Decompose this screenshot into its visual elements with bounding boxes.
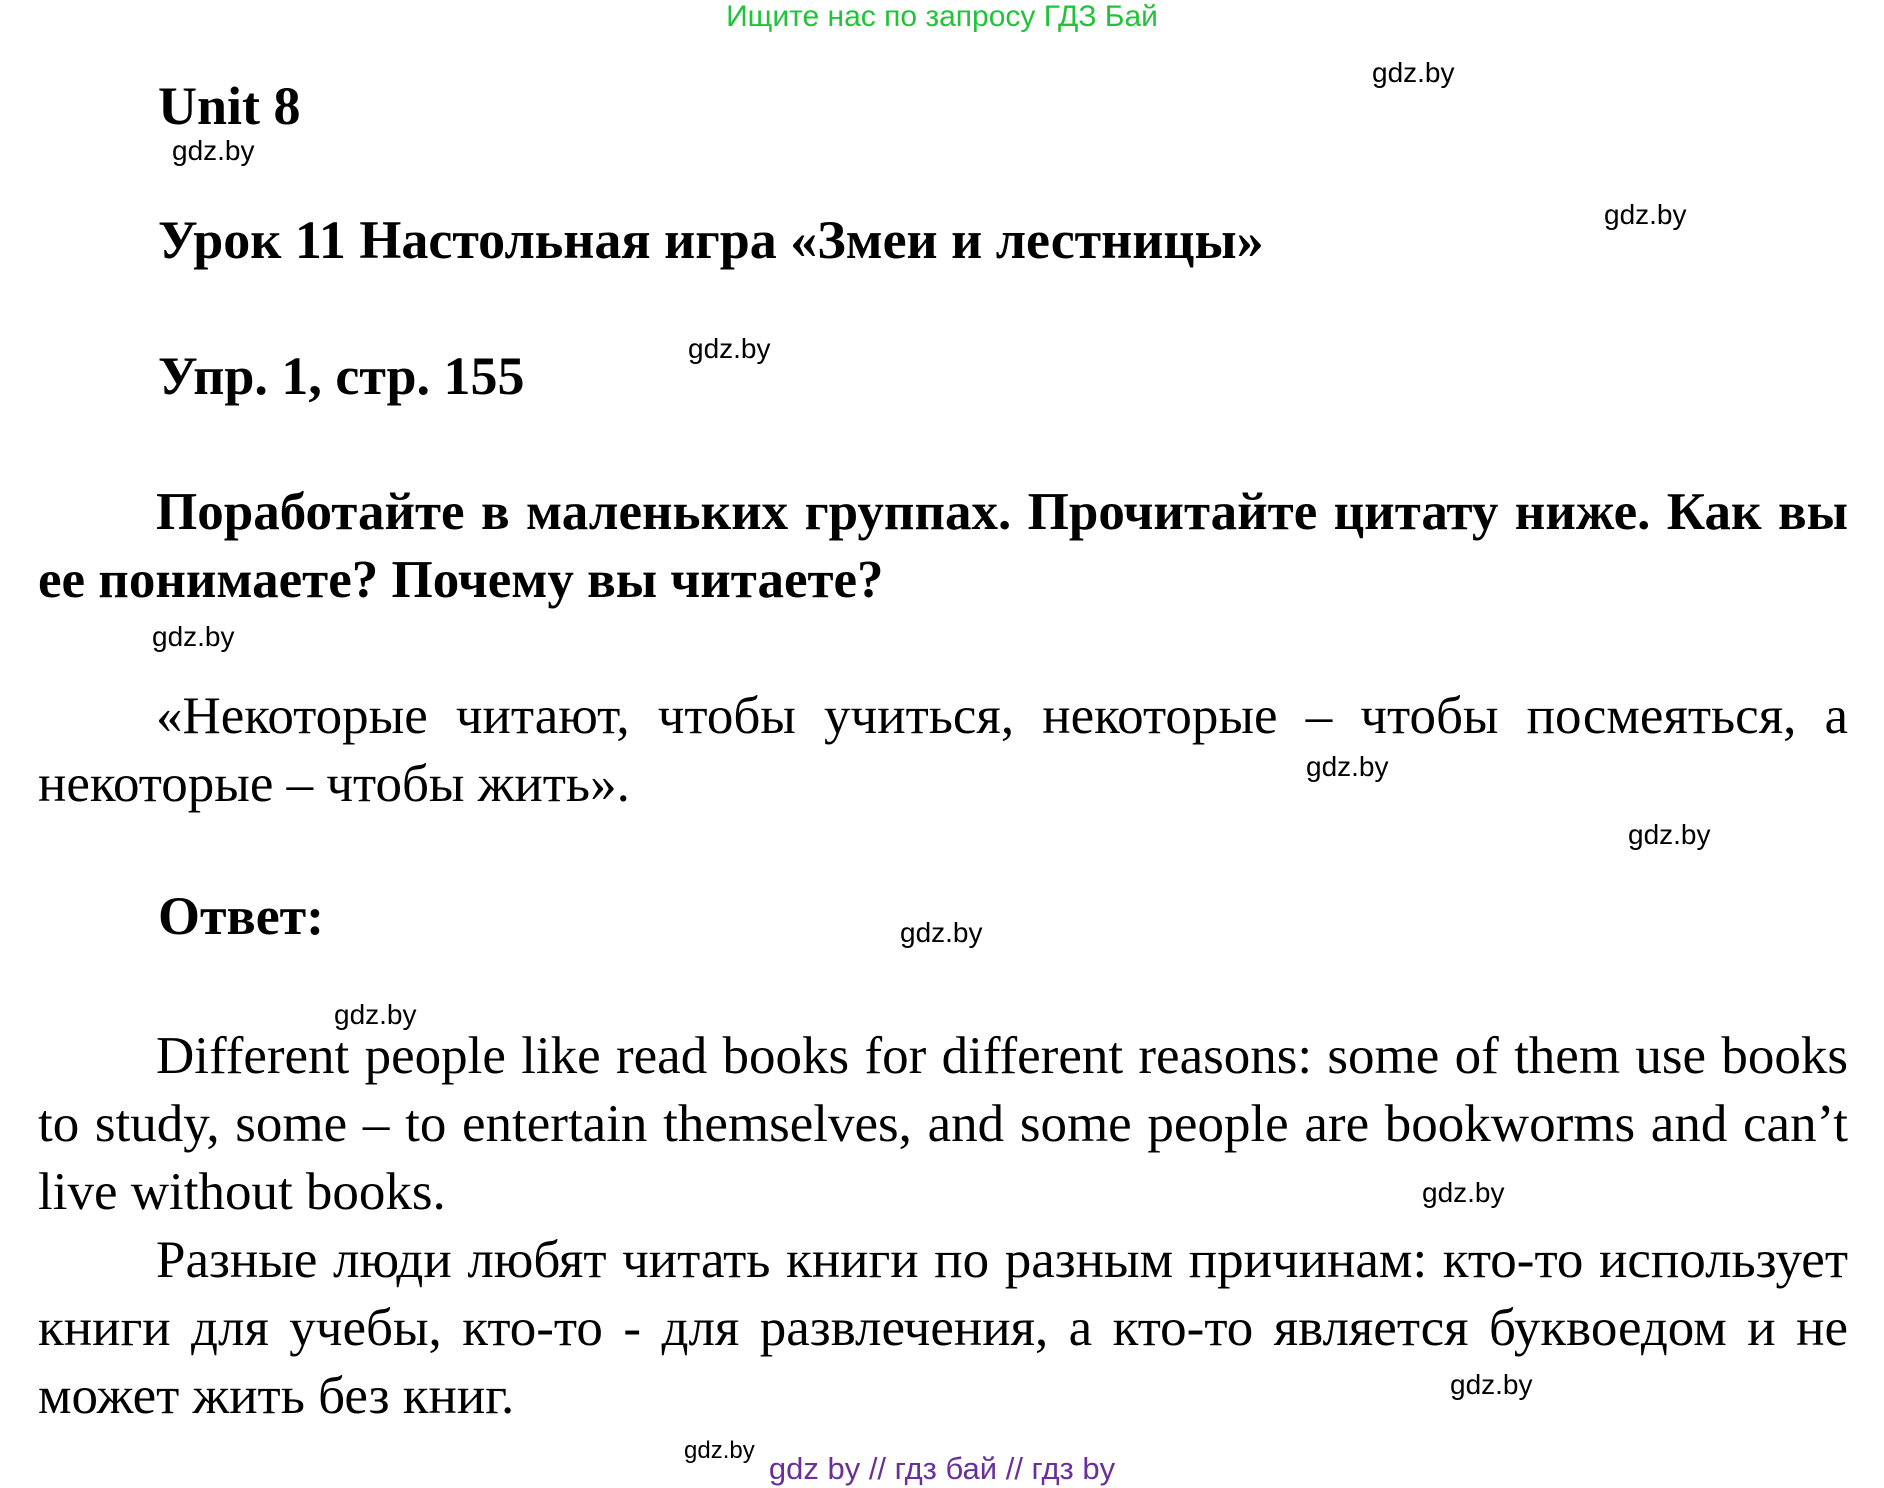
task-text: Поработайте в маленьких группах. Прочитайте цитату ниже. Как вы ее понимаете? Почему вы читаете? bbox=[38, 483, 1848, 609]
answer-label: Ответ: bbox=[158, 886, 325, 946]
watermark: gdz.by bbox=[900, 917, 983, 948]
watermark: gdz.by bbox=[1604, 199, 1687, 230]
watermark: gdz.by bbox=[172, 135, 255, 166]
exercise-title: Упр. 1, стр. 155 bbox=[158, 346, 525, 406]
watermark: gdz.by bbox=[684, 1437, 755, 1464]
answer-english: Different people like read books for different reasons: some of them use books to study, some – to entertain themselves, and some people are bookworms and can’t live without books. bbox=[38, 1027, 1848, 1221]
watermark: gdz.by bbox=[1628, 819, 1711, 850]
watermark: gdz.by bbox=[334, 999, 417, 1030]
answer-russian: Разные люди любят читать книги по разным причинам: кто-то использует книги для учебы, кто-то - для развлечения, а кто-то является буквоедом и не может жить без книг. bbox=[38, 1231, 1848, 1425]
watermark: gdz.by bbox=[688, 333, 771, 364]
lesson-title: Урок 11 Настольная игра «Змеи и лестницы» bbox=[158, 210, 1264, 270]
watermark: gdz.by bbox=[152, 621, 235, 652]
unit-title: Unit 8 bbox=[158, 76, 301, 136]
quote-text: «Некоторые читают, чтобы учиться, некоторые – чтобы посмеяться, а некоторые – чтобы жить». bbox=[38, 687, 1848, 813]
search-banner: Ищите нас по запросу ГДЗ Бай bbox=[726, 0, 1158, 33]
watermark: gdz.by bbox=[1450, 1369, 1533, 1400]
watermark: gdz.by bbox=[1306, 751, 1389, 782]
watermark: gdz.by bbox=[1372, 57, 1455, 88]
watermark: gdz.by bbox=[1422, 1177, 1505, 1208]
footer-links: gdz by // гдз бай // гдз by bbox=[768, 1451, 1116, 1486]
